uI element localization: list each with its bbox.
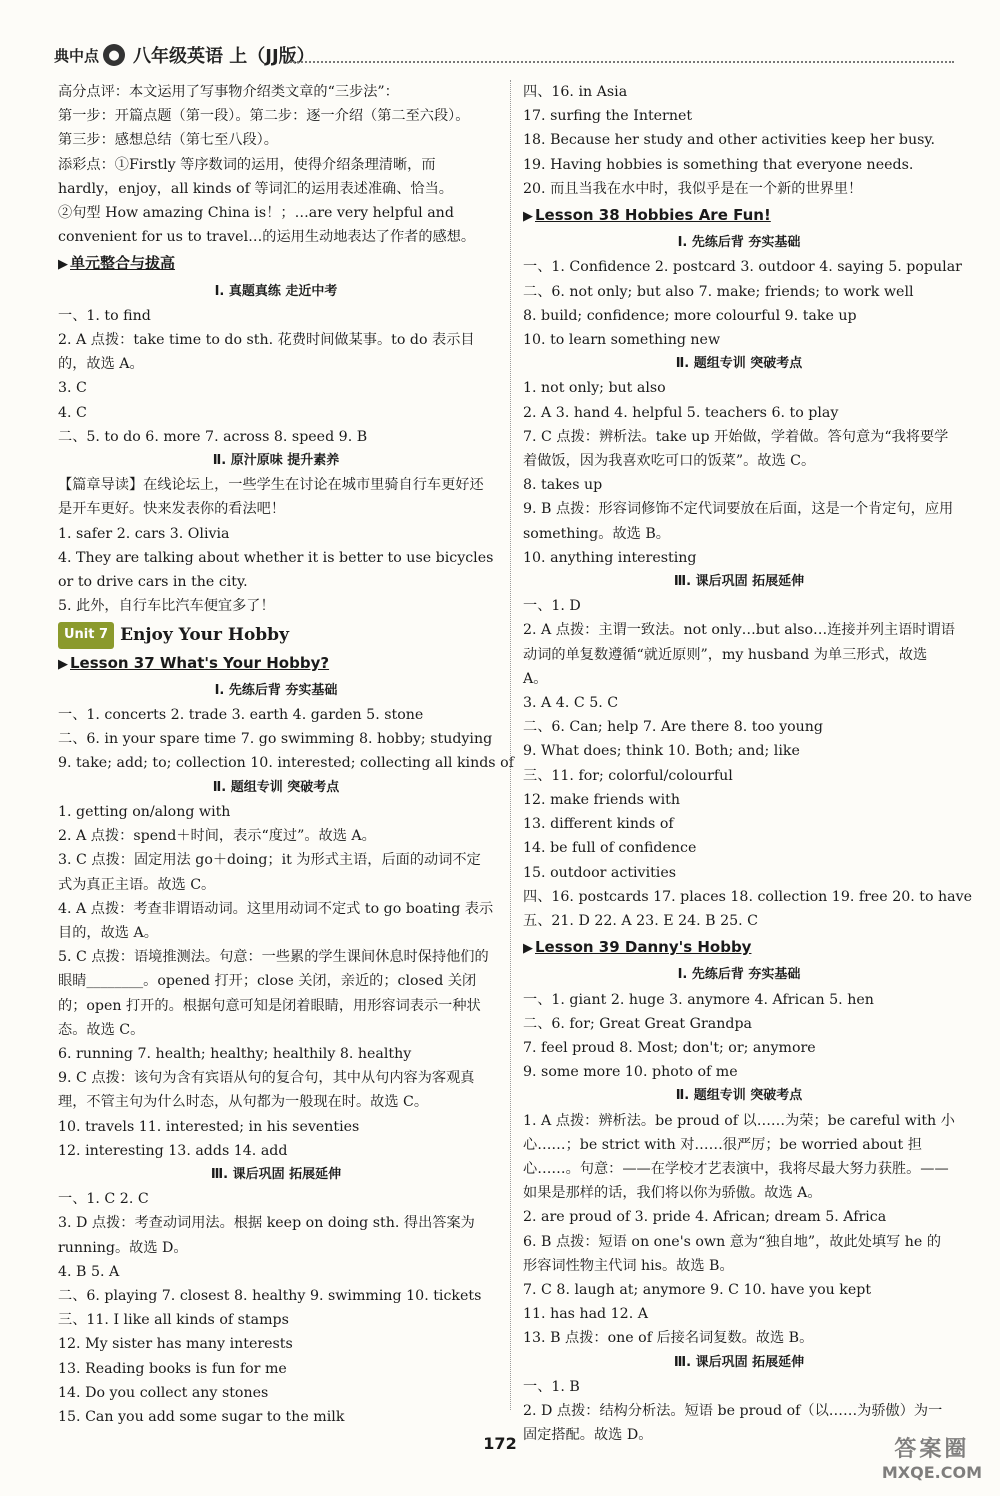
section-heading [523,203,955,229]
section-heading [58,251,494,277]
answer-line: 14. Do you collect any stones [58,1384,269,1401]
watermark-bottom: MXQE.COM [881,1463,982,1482]
answer-line: 二、6. in your spare time 7. go swimming 8. hobby; studying [58,731,493,748]
answer-line: 一、1. D [523,598,581,615]
answer-line: 二、6. for; Great Great Grandpa [523,1015,752,1032]
answer-line: 4. B 5. A [58,1263,120,1280]
answer-line: 二、5. to do 6. more 7. across 8. speed 9. B [58,428,368,445]
answer-line: 三、11. I like all kinds of stamps [58,1312,289,1329]
section-title: Lesson 37 What's Your Hobby? [70,653,330,672]
answer-line: 9. C 点拨：该句为含有宾语从句的复合句，其中从句内容为客观真理，不管主句为什么时态，从句都为一般现在时。故选 C。 [58,1070,475,1111]
triangle-icon: ▶ [58,656,68,672]
answer-line: 4. A 点拨：考查非谓语动词。这里用动词不定式 to go boating 表示目的，故选 A。 [58,900,494,941]
answer-line: 一、1. Confidence 2. postcard 3. outdoor 4. saying 5. popular [523,259,962,276]
answer-line: 7. C 8. laugh at; anymore 9. C 10. have you kept [523,1281,872,1298]
logo-icon: ● [103,44,125,66]
answer-line: 2. A 点拨：主谓一致法。not only…but also…连接并列主语时谓语动词的单复数遵循“就近原则”，my husband 为单三形式，故选 A。 [523,622,955,687]
answer-line: 9. What does; think 10. Both; and; like [523,743,800,760]
book-logo [54,44,125,66]
subsection-heading: Ⅱ. 题组专训 突破考点 [675,1088,803,1104]
page-number: 172 [483,1434,517,1453]
answer-line: 5. C 点拨：语境推测法。句意：一些累的学生课间休息时保持他们的眼睛________。opened 打开；close 关闭，亲近的；closed 关闭的；open 打开的。根据句意可知是闭着眼睛，用形容词表示一种状态。故选 C。 [58,949,489,1038]
answer-line: 2. A 点拨：spend＋时间，表示“度过”。故选 A。 [58,828,376,845]
subsection-heading: Ⅰ. 先练后背 夯实基础 [677,235,801,251]
answer-line: 12. My sister has many interests [58,1336,293,1353]
answer-line: 一、1. giant 2. huge 3. anymore 4. African 5. hen [523,991,874,1008]
answer-line: 13. different kinds of [523,816,674,833]
subsection-heading: Ⅰ. 真题真练 走近中考 [214,283,338,299]
answer-line: 7. C 点拨：辨析法。take up 开始做，学着做。答句意为“我将要学着做饭，因为我喜欢吃可口的饭菜”。故选 C。 [523,428,949,470]
answer-line: 1. A 点拨：辨析法。be proud of 以……为荣；be careful with 小心……；be strict with 对……很严厉；be worried about 担心……。句意：——在学校才艺表演中，我将尽最大努力获胜。——如果是那样的话，我们将以你为骄傲。故选 A。 [523,1112,955,1202]
answer-line: 10. travels 11. interested; in his seventies [58,1118,360,1135]
section-title: 单元整合与拔高 [70,254,176,273]
section-heading [58,651,494,677]
section-title: Lesson 39 Danny's Hobby [535,938,752,957]
triangle-icon: ▶ [523,941,533,957]
answer-line: 12. make friends with [523,791,680,808]
answer-line: 15. outdoor activities [523,864,677,881]
answer-line: 一、1. B [523,1378,580,1395]
subsection-heading: Ⅲ. 课后巩固 拓展延伸 [673,574,805,590]
watermark-logo [882,1432,982,1482]
answer-line: 9. some more 10. photo of me [523,1064,738,1081]
answer-line: 6. B 点拨：短语 on one's own 意为“独自地”，故此处填写 he 的形容词性物主代词 his。故选 B。 [523,1233,942,1274]
column-divider [510,80,511,1410]
answer-line: 11. has had 12. A [523,1306,648,1323]
answer-line: 2. A 3. hand 4. helpful 5. teachers 6. to play [523,404,839,421]
answer-line: 9. take; add; to; collection 10. interested; collecting all kinds of [58,755,514,772]
answer-line: 10. anything interesting [523,549,697,566]
answer-line: 【篇章导读】在线论坛上，一些学生在讨论在城市里骑自行车更好还是开车更好。快来发表你的看法吧！ [58,477,484,518]
subsection-heading: Ⅱ. 原汁原味 提升素养 [212,453,340,469]
answer-line: 第三步：感想总结（第七至八段）。 [58,132,278,149]
answer-line: 17. surfing the Internet [523,108,693,125]
watermark-top: 答案圈 [894,1437,970,1462]
page-header [54,38,954,72]
answer-line: 19. Having hobbies is something that everyone needs. [523,156,914,173]
answer-line: 3. C [58,380,87,397]
answer-line: 四、16. postcards 17. places 18. collection 19. free 20. to have [523,888,973,905]
answer-line: 6. running 7. health; healthy; healthily 8. healthy [58,1045,412,1062]
logo-text: 典中点 [54,46,100,65]
header-rule [290,61,954,63]
answer-line: 2. are proud of 3. pride 4. African; dream 5. Africa [523,1209,887,1226]
triangle-icon: ▶ [58,257,68,273]
subsection-heading: Ⅰ. 先练后背 夯实基础 [214,682,338,698]
answer-line: 一、1. C 2. C [58,1191,149,1208]
answer-line: 18. Because her study and other activities keep her busy. [523,132,935,149]
answer-line: 2. D 点拨：结构分析法。短语 be proud of（以……为骄傲）为一固定搭配。故选 D。 [523,1402,943,1444]
unit-badge: Unit 7 [58,622,114,648]
answer-line: ②句型 How amazing China is！；…are very helpful and convenient for us to travel…的运用生动地表达了作者的感想。 [58,205,476,246]
answer-line: 3. D 点拨：考查动词用法。根据 keep on doing sth. 得出答案为 running。故选 D。 [58,1215,475,1256]
answer-line: 20. 而且当我在水中时，我似乎是在一个新的世界里！ [523,180,863,197]
right-column [523,80,973,1447]
triangle-icon: ▶ [523,209,533,225]
unit-title: Enjoy Your Hobby [120,625,289,646]
subsection-heading: Ⅰ. 先练后背 夯实基础 [677,967,801,983]
answer-line: 第一步：开篇点题（第一段）。第二步：逐一介绍（第二至六段）。 [58,108,470,125]
answer-line: 13. Reading books is fun for me [58,1360,287,1377]
answer-line: 4. C [58,404,87,421]
subsection-heading: Ⅱ. 题组专训 突破考点 [675,356,803,372]
answer-line: 3. A 4. C 5. C [523,695,619,712]
answer-line: 二、6. not only; but also 7. make; friends; to work well [523,283,914,300]
answer-line: 3. C 点拨：固定用法 go＋doing；it 为形式主语，后面的动词不定式为真正主语。故选 C。 [58,852,481,893]
answer-line: 4. They are talking about whether it is better to use bicycles or to drive cars in the city. [58,549,494,591]
answer-line: 一、1. to find [58,307,151,324]
answer-line: 5. 此外，自行车比汽车便宜多了！ [58,598,275,615]
section-heading [523,935,955,961]
subsection-heading: Ⅲ. 课后巩固 拓展延伸 [210,1166,342,1182]
answer-line: 8. build; confidence; more colourful 9. take up [523,307,857,324]
answer-line: 1. safer 2. cars 3. Olivia [58,525,230,542]
answer-line: 2. A 点拨：take time to do sth. 花费时间做某事。to do 表示目的，故选 A。 [58,332,475,373]
answer-line: 15. Can you add some sugar to the milk [58,1408,345,1425]
answer-line: 14. be full of confidence [523,840,697,857]
header-title: 八年级英语 上（JJ版） [133,46,315,67]
answer-line: 10. to learn something new [523,332,721,349]
answer-line: 12. interesting 13. adds 14. add [58,1142,288,1159]
left-column [58,80,514,1429]
answer-line: 一、1. concerts 2. trade 3. earth 4. garden 5. stone [58,707,424,724]
answer-line: 二、6. playing 7. closest 8. healthy 9. swimming 10. tickets [58,1287,482,1304]
answer-line: 添彩点：①Firstly 等序数词的运用，使得介绍条理清晰，而 hardly，enjoy，all kinds of 等词汇的运用表述准确、恰当。 [58,156,453,197]
answer-line: 7. feel proud 8. Most; don't; or; anymore [523,1039,816,1056]
answer-line: 四、16. in Asia [523,84,628,100]
answer-line: 8. takes up [523,477,603,494]
answer-line: 五、21. D 22. A 23. E 24. B 25. C [523,912,759,929]
answer-line: 1. not only; but also [523,380,666,397]
answer-line: 三、11. for; colorful/colourful [523,767,733,784]
answer-line: 9. B 点拨：形容词修饰不定代词要放在后面，这是一个肯定句，应用 something。故选 B。 [523,501,954,542]
answer-line: 1. getting on/along with [58,803,231,820]
section-title: Lesson 38 Hobbies Are Fun! [535,206,771,225]
answer-line: 13. B 点拨：one of 后接名词复数。故选 B。 [523,1330,814,1347]
unit-heading [58,622,494,648]
answer-line: 二、6. Can; help 7. Are there 8. too young [523,719,823,736]
subsection-heading: Ⅲ. 课后巩固 拓展延伸 [673,1354,805,1370]
subsection-heading: Ⅱ. 题组专训 突破考点 [212,779,340,795]
answer-line: 高分点评：本文运用了写事物介绍类文章的“三步法”： [58,84,399,100]
